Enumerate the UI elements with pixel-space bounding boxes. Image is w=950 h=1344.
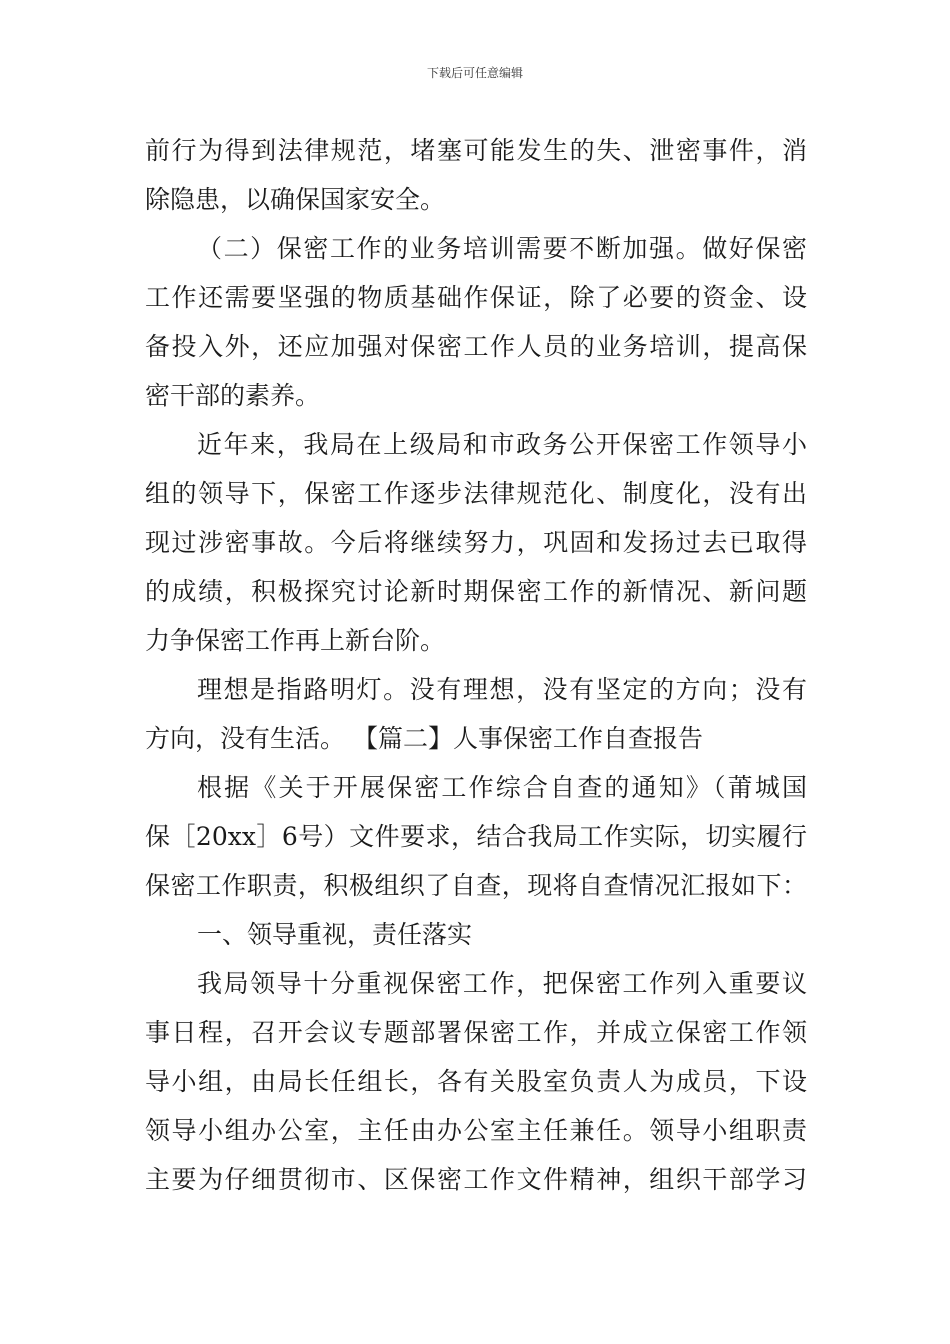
text-line: 领导小组办公室，主任由办公室主任兼任。领导小组职责 [145, 1116, 807, 1145]
text-line: 我局领导十分重视保密工作，把保密工作列入重要议 [197, 969, 807, 998]
text-line: 根据《关于开展保密工作综合自查的通知》（莆城国 [197, 773, 807, 802]
text-line: 的成绩，积极探究讨论新时期保密工作的新情况、新问题 [145, 577, 807, 606]
text-line: 现过涉密事故。今后将继续努力，巩固和发扬过去已取得 [145, 528, 807, 557]
text-line: 前行为得到法律规范，堵塞可能发生的失、泄密事件，消 [145, 136, 807, 165]
text-line: 导小组，由局长任组长，各有关股室负责人为成员，下设 [145, 1067, 807, 1096]
text-line: 备投入外，还应加强对保密工作人员的业务培训，提高保 [145, 332, 807, 361]
text-line: 保［20xx］6号）文件要求，结合我局工作实际，切实履行 [145, 822, 807, 851]
text-line: 保密工作职责，积极组织了自查，现将自查情况汇报如下： [145, 871, 807, 900]
text-line: 除隐患，以确保国家安全。 [145, 185, 446, 214]
text-line: 工作还需要坚强的物质基础作保证，除了必要的资金、设 [145, 283, 807, 312]
text-line: 一、领导重视，责任落实 [197, 920, 473, 949]
text-line: （二）保密工作的业务培训需要不断加强。做好保密 [197, 234, 807, 263]
text-line: 方向，没有生活。 【篇二】人事保密工作自查报告 [145, 724, 703, 753]
text-line: 近年来，我局在上级局和市政务公开保密工作领导小 [197, 430, 807, 459]
document-body [145, 126, 807, 1204]
text-line: 主要为仔细贯彻市、区保密工作文件精神，组织干部学习 [145, 1165, 807, 1194]
text-line: 组的领导下，保密工作逐步法律规范化、制度化，没有出 [145, 479, 807, 508]
text-line: 密干部的素养。 [145, 381, 321, 410]
page-header: 下载后可任意编辑 [426, 66, 523, 80]
text-line: 事日程，召开会议专题部署保密工作，并成立保密工作领 [145, 1018, 807, 1047]
text-line: 力争保密工作再上新台阶。 [145, 626, 446, 655]
text-line: 理想是指路明灯。没有理想，没有坚定的方向；没有 [197, 675, 807, 704]
